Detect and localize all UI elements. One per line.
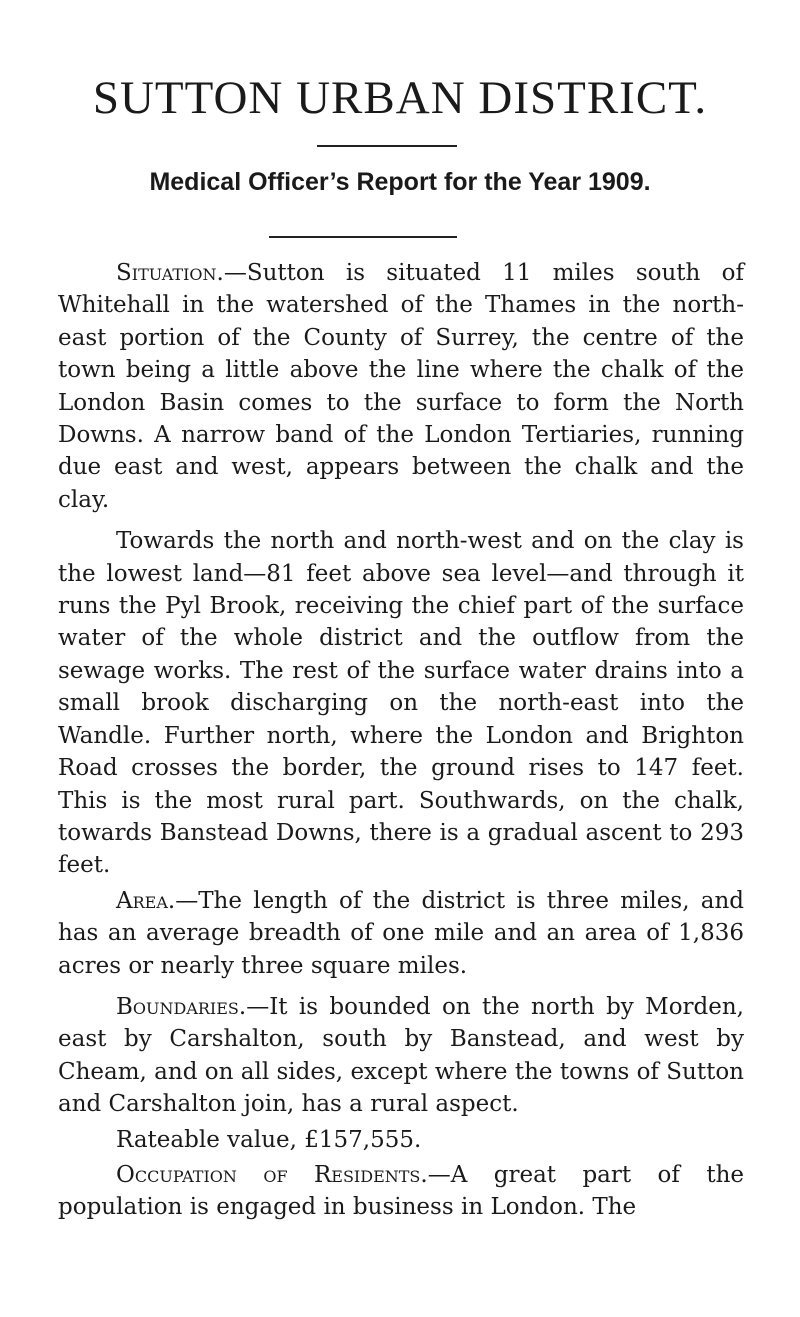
title-divider	[317, 145, 457, 147]
report-body	[58, 257, 744, 1224]
paragraph-situation	[58, 257, 744, 516]
paragraph-occupation	[58, 1159, 744, 1224]
report-subtitle: Medical Officer’s Report for the Year 1909.	[149, 168, 651, 196]
paragraph-heading: Occupation of Residents.	[116, 1161, 428, 1188]
paragraph-text: Rateable value, £157,555.	[116, 1126, 422, 1153]
paragraph-text: —It is bounded on the north by Morden, east by Carshalton, south by Banstead, and west by Cheam, and on all sides, except where the towns of Sutton and Carshalton join, has a rural aspect.	[58, 993, 744, 1118]
paragraph-heading: Situation.	[116, 260, 224, 286]
paragraph-heading: Boundaries.	[116, 993, 247, 1020]
paragraph-text: Towards the north and north-west and on the clay is the lowest land—81 feet above sea level—and through it runs the Pyl Brook, receiving the chief part of the surface water of the whole district and the outflow from the sewage works. The rest of the surface water drains into a small brook discharging on the north-east into the Wandle. Further north, where the London and Brighton Road crosses the border, the ground rises to 147 feet. This is the most rural part. Southwards, on the chalk, towards Banstead Downs, there is a gradual ascent to 293 feet.	[58, 528, 744, 879]
document-title: SUTTON URBAN DISTRICT.	[92, 72, 708, 124]
paragraph-text: —Sutton is situated 11 miles south of Whitehall in the watershed of the Thames in the north-east portion of the County of Surrey, the centre of the town being a little above the line where the chalk of the London Basin comes to the surface to form the North Downs. A narrow band of the London Tertiaries, running due east and west, appears between the chalk and the clay.	[58, 260, 744, 513]
paragraph-rateable-value	[58, 1124, 744, 1156]
paragraph-boundaries	[58, 991, 744, 1121]
paragraph-area	[58, 885, 744, 982]
paragraph-text: —The length of the district is three miles, and has an average breadth of one mile and an area of 1,836 acres or nearly three square miles.	[58, 887, 744, 979]
paragraph-terrain	[58, 525, 744, 881]
paragraph-text: —A great part of the population is engaged in business in London. The	[58, 1161, 745, 1221]
paragraph-heading: Area.	[116, 887, 176, 914]
subtitle-divider	[269, 236, 457, 238]
